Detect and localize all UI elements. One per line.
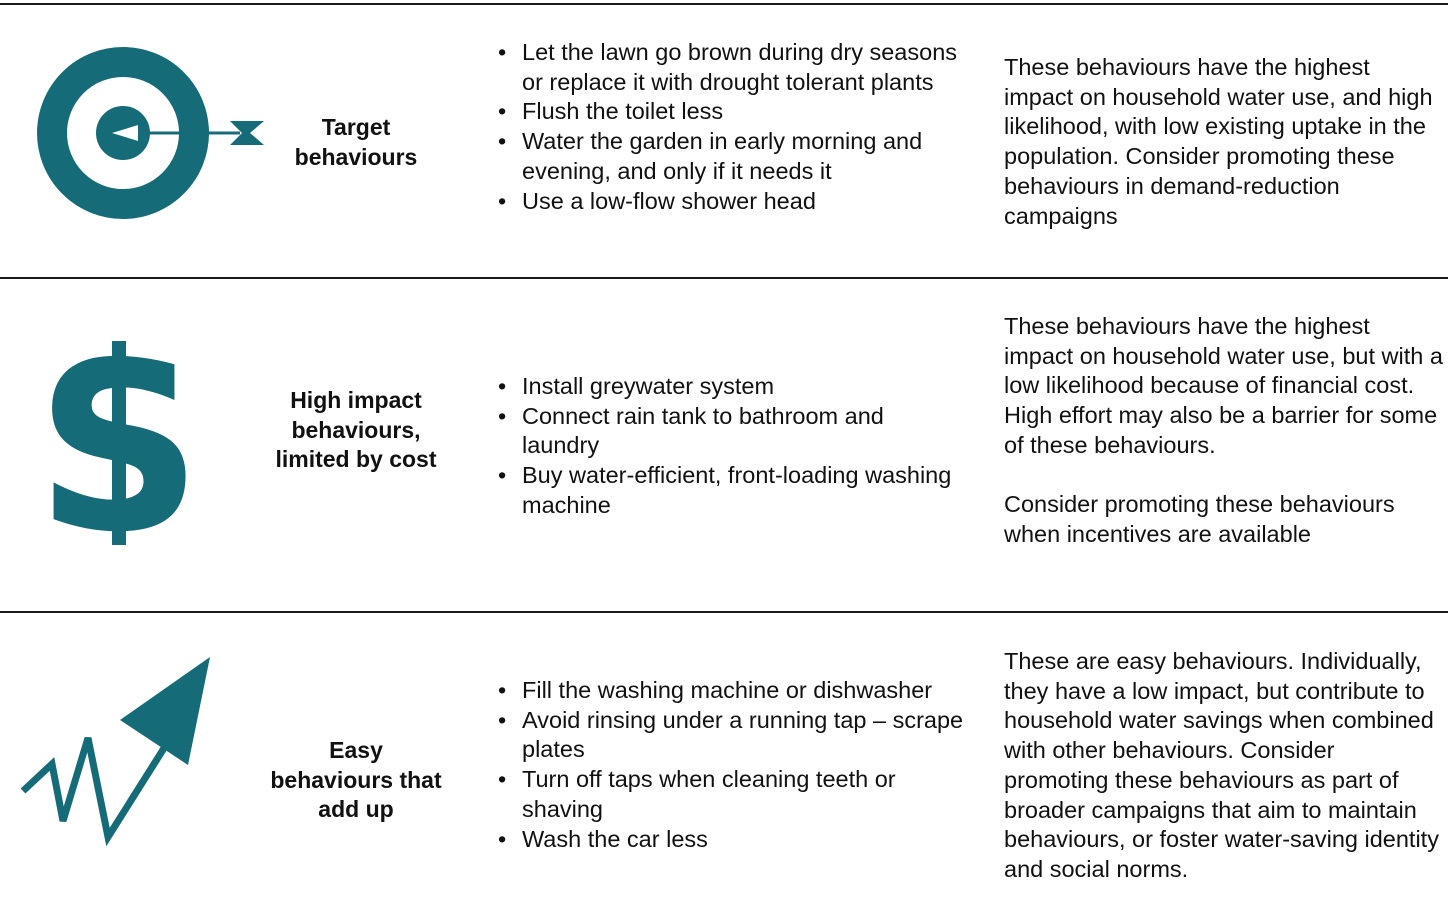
description-paragraph: These behaviours have the highest impact on household water use, but with a low likelihood because of financial cost. High effort may also be a barrier for some of these behaviours. — [1004, 313, 1443, 458]
dollar-icon — [35, 313, 203, 583]
list-item: • Connect rain tank to bathroom and laundry — [496, 402, 966, 461]
list-item: • Turn off taps when cleaning teeth or shaving — [496, 765, 966, 824]
row-description — [1004, 53, 1444, 231]
behaviour-row-easy — [0, 613, 1448, 912]
description-paragraph: These behaviours have the highest impact on household water use, and high likelihood, with low existing uptake in the population. Consider promoting these behaviours in demand-reduction campaigns — [1004, 54, 1433, 229]
list-item: • Fill the washing machine or dishwasher — [496, 676, 966, 706]
target-icon — [30, 40, 270, 226]
behaviour-row-high-impact — [0, 279, 1448, 611]
behaviour-row-target — [0, 0, 1448, 277]
description-paragraph: These are easy behaviours. Individually, they have a low impact, but contribute to household water savings when combined with other behaviours. Consider promoting these behaviours as part of broader campaigns that aim to maintain behaviours, or foster water-saving identity and social norms. — [1004, 648, 1439, 882]
description-paragraph: Consider promoting these behaviours when incentives are available — [1004, 491, 1395, 547]
list-item: • Avoid rinsing under a running tap – scrape plates — [496, 706, 966, 765]
rising-arrow-icon — [18, 651, 218, 847]
list-item: • Water the garden in early morning and evening, and only if it needs it — [496, 127, 966, 186]
list-item: • Wash the car less — [496, 825, 966, 855]
list-item: • Use a low-flow shower head — [496, 187, 966, 217]
list-item: • Install greywater system — [496, 372, 966, 402]
list-item: • Buy water-efficient, front-loading washing machine — [496, 461, 966, 520]
row-description — [1004, 647, 1444, 885]
svg-text:S: S — [35, 313, 203, 583]
row-label: Easy behaviours that add up — [270, 737, 442, 823]
row-label: Target behaviours — [294, 114, 418, 170]
row-description — [1004, 312, 1444, 550]
list-item: • Let the lawn go brown during dry seasons or replace it with drought tolerant plants — [496, 38, 966, 97]
row-label: High impact behaviours, limited by cost — [275, 387, 437, 473]
behaviour-list — [496, 372, 966, 521]
list-item: • Flush the toilet less — [496, 97, 966, 127]
behaviour-list — [496, 38, 966, 216]
behaviour-list — [496, 676, 966, 854]
